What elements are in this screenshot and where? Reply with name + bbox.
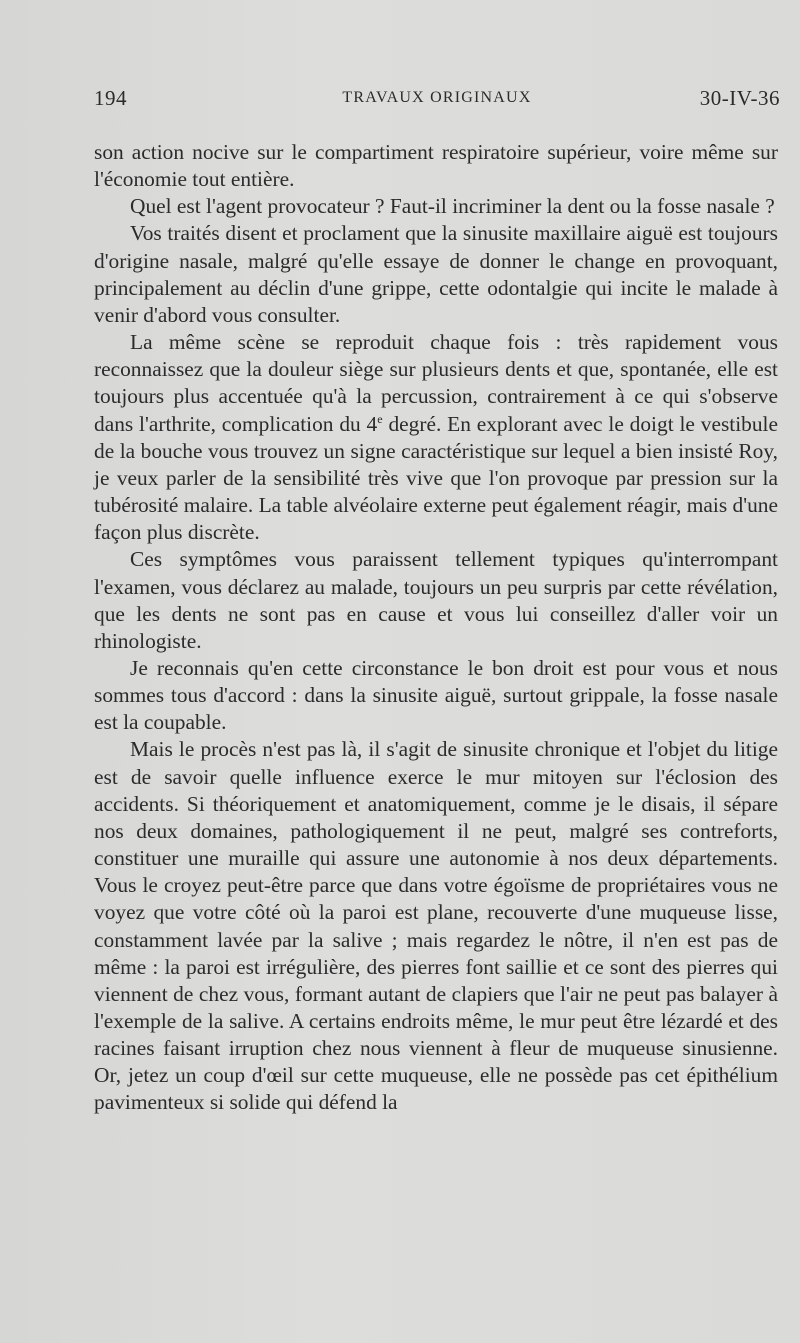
paragraph-4-part-2: degré. En explorant avec le doigt le vestibule de la bouche vous trouvez un signe caractéristique sur lequel a bien insisté Roy, je veux parler de la sensibilité très vive que l'on provoque par pression sur la tubérosité malaire. La table alvéolaire externe peut également réagir, mais d'une façon plus discrète. bbox=[94, 411, 778, 545]
paragraph-2: Quel est l'agent provocateur ? Faut-il incriminer la dent ou la fosse nasale ? bbox=[130, 194, 775, 219]
paragraph-7: Mais le procès n'est pas là, il s'agit de sinusite chronique et l'objet du litige est de savoir quelle influence exerce le mur mitoyen sur l'éclosion des accidents. Si théoriquement et anatomiquement, comme je le disais, il sépare nos deux domaines, pathologiquement il ne peut, malgré ses contreforts, constituer une muraille qui assure une autonomie à nos deux départements. Vous le croyez peut-être parce que dans votre égoïsme de propriétaires vous ne voyez que votre côté où la paroi est plane, recouverte d'une muqueuse lisse, constamment lavée par la salive ; mais regardez le nôtre, il n'en est pas de même : la paroi est irrégulière, des pierres font saillie et ce sont des pierres qui viennent de chez vous, formant autant de clapiers que l'air ne peut pas balayer à l'exemple de la salive. A certains endroits même, le mur peut être lézardé et des racines faisant irruption chez nous viennent à fleur de muqueuse sinusienne. Or, jetez un coup d'œil sur cette muqueuse, elle ne possède pas cet épithélium pavimenteux si solide qui défend la bbox=[94, 737, 778, 1115]
running-header bbox=[94, 86, 780, 116]
header-date: 30-IV-36 bbox=[699, 86, 780, 110]
ordinal-superscript: e bbox=[377, 411, 383, 426]
paragraph-4 bbox=[94, 329, 778, 546]
paragraph-6: Je reconnais qu'en cette circonstance le bon droit est pour vous et nous sommes tous d'accord : dans la sinusite aiguë, surtout grippale, la fosse nasale est la coupable. bbox=[94, 655, 778, 735]
paragraph-3: Vos traités disent et proclament que la sinusite maxillaire aiguë est toujours d'origine nasale, malgré qu'elle essaye de donner le change en provoquant, principalement au déclin d'une grippe, cette odontalgie qui incite le malade à venir d'abord vous consulter. bbox=[94, 221, 778, 327]
paragraph-1: son action nocive sur le compartiment respiratoire supérieur, voire même sur l'économie tout entière. bbox=[94, 140, 778, 192]
body-text bbox=[94, 139, 778, 1117]
page-number: 194 bbox=[94, 86, 127, 110]
paragraph-4-part-1: La même scène se reproduit chaque fois : très rapidement vous reconnaissez que la douleur siège sur plusieurs dents et que, spontanée, elle est toujours plus accentuée qu'à la percussion, contrairement à ce qui s'observe dans l'arthrite, complication du 4 bbox=[94, 330, 778, 436]
running-title: TRAVAUX ORIGINAUX bbox=[342, 89, 532, 106]
paragraph-5: Ces symptômes vous paraissent tellement typiques qu'interrompant l'examen, vous déclarez au malade, toujours un peu surpris par cette révélation, que les dents ne sont pas en cause et vous lui conseillez d'aller voir un rhinologiste. bbox=[94, 547, 778, 653]
